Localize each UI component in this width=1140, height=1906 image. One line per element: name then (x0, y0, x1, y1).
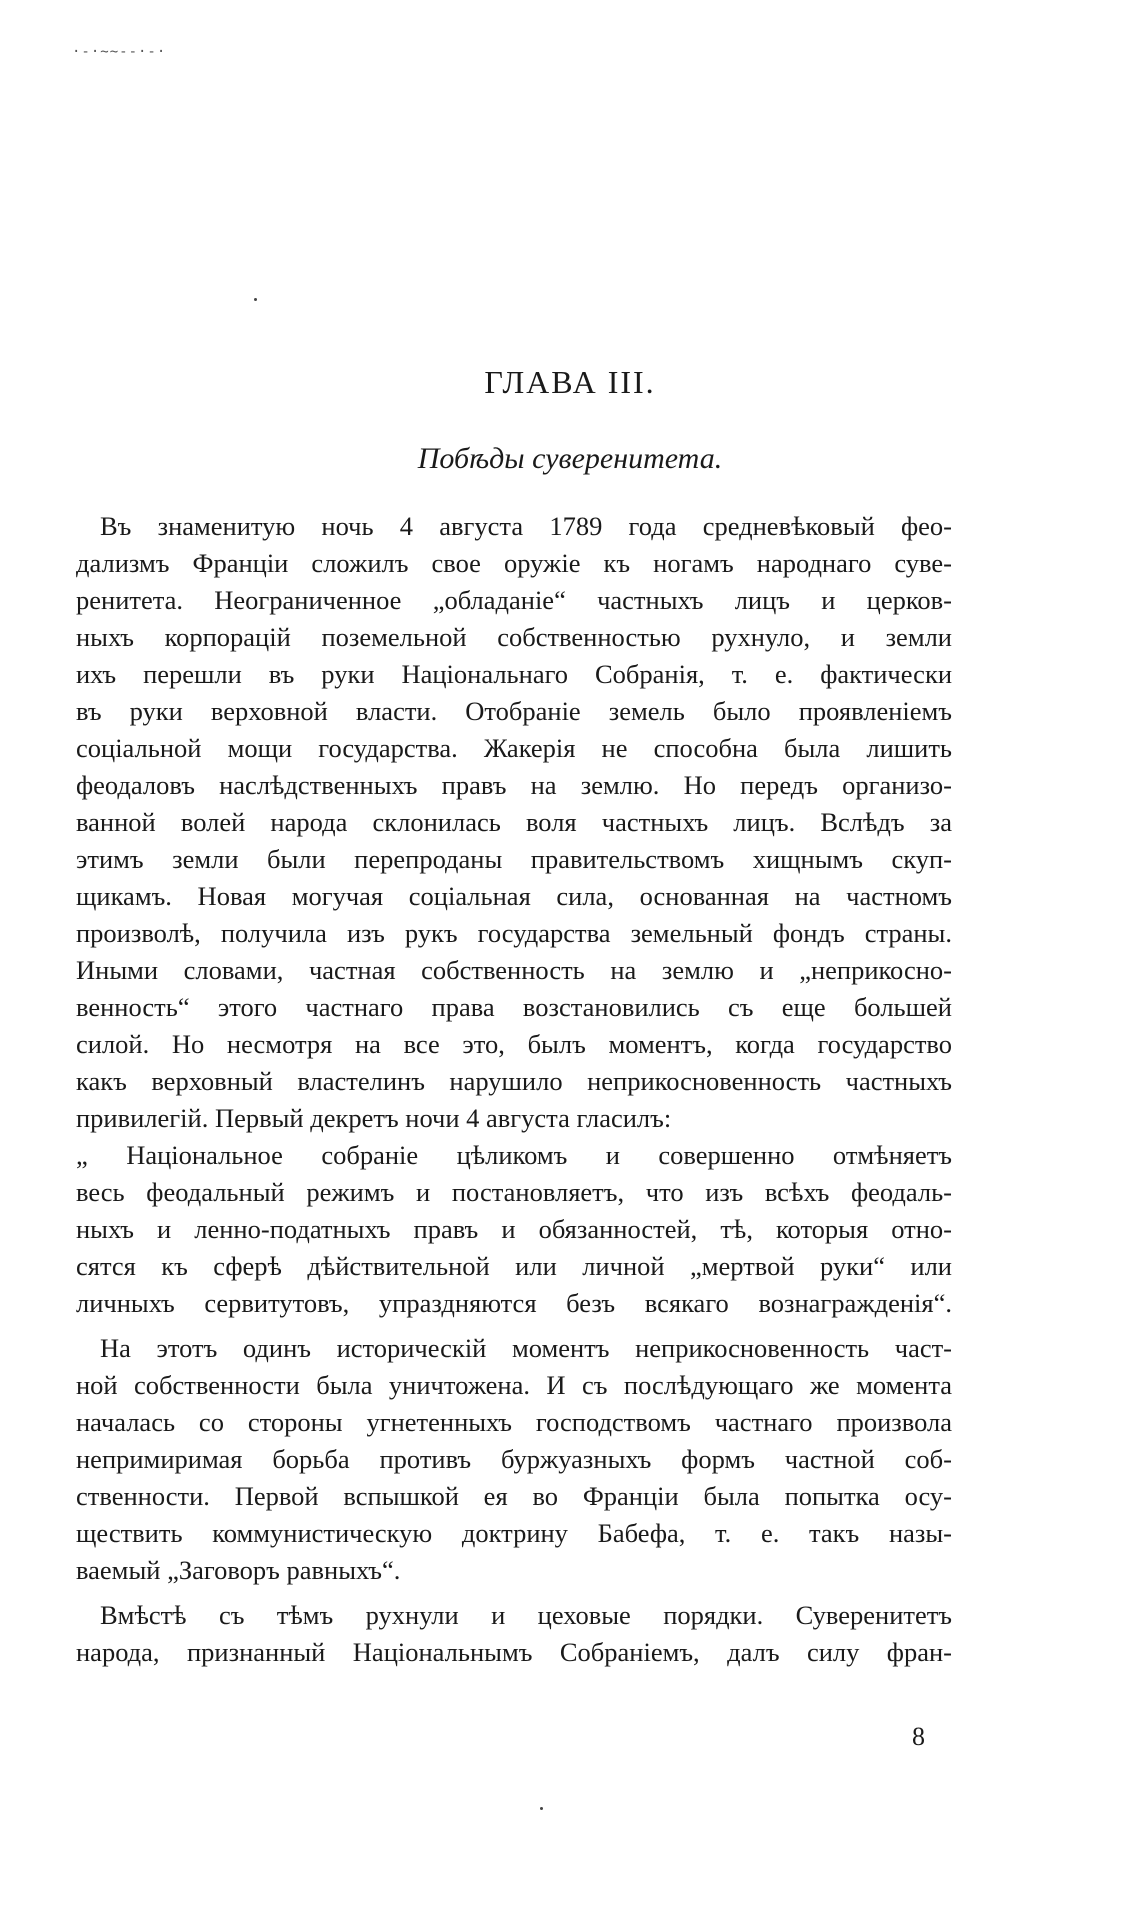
text-line: привилегій. Первый декретъ ночи 4 августа гласилъ: (76, 1103, 672, 1133)
text-line: венность“ этого частнаго права возстановились съ еще большей (76, 992, 952, 1022)
text-line: На этотъ одинъ историческій моментъ неприкосновенность част- (100, 1333, 952, 1363)
text-line: Иными словами, частная собственность на землю и „неприкосно- (76, 955, 952, 985)
text-line: непримиримая борьба противъ буржуазныхъ формъ частной соб- (76, 1444, 952, 1474)
ink-speck (540, 1807, 543, 1810)
text-line: личныхъ сервитутовъ, упраздняются безъ всякаго вознагражденія“. (76, 1288, 952, 1318)
text-line: ваемый „Заговоръ равныхъ“. (76, 1555, 401, 1585)
corner-mark: ·-·~~--·-· (72, 44, 167, 60)
text-line: ихъ перешли въ руки Національнаго Собранія, т. е. фактически (76, 659, 952, 689)
chapter-subtitle: Побѣды суверенитета. (417, 442, 723, 475)
text-line: ныхъ корпорацій поземельной собственностью рухнуло, и земли (76, 622, 952, 652)
text-line: ренитета. Неограниченное „обладаніе“ частныхъ лицъ и церков- (76, 585, 952, 615)
text-line: феодаловъ наслѣдственныхъ правъ на землю. Но передъ организо- (76, 770, 952, 800)
text-line: сятся къ сферѣ дѣйствительной или личной „мертвой руки“ или (76, 1251, 952, 1281)
text-line: ной собственности была уничтожена. И съ послѣдующаго же момента (76, 1370, 952, 1400)
text-line: ственности. Первой вспышкой ея во Франціи была попытка осу- (76, 1481, 952, 1511)
text-line: весь феодальный режимъ и постановляетъ, что изъ всѣхъ феодаль- (76, 1177, 952, 1207)
chapter-title: ГЛАВА III. (484, 364, 656, 400)
text-line: произволѣ, получила изъ рукъ государства земельный фондъ страны. (76, 918, 952, 948)
page-number: 8 (912, 1722, 925, 1751)
body-text (76, 508, 952, 1671)
text-line: „ Національное собраніе цѣликомъ и совершенно отмѣняетъ (76, 1140, 952, 1170)
text-line: дализмъ Франціи сложилъ свое оружіе къ ногамъ народнаго суве- (76, 548, 952, 578)
text-line: какъ верховный властелинъ нарушило неприкосновенность частныхъ (76, 1066, 952, 1096)
text-line: Въ знаменитую ночь 4 августа 1789 года средневѣковый фео- (100, 511, 952, 541)
text-line: соціальной мощи государства. Жакерія не способна была лишить (76, 733, 952, 763)
text-line: силой. Но несмотря на все это, былъ моментъ, когда государство (76, 1029, 952, 1059)
text-line: народа, признанный Національнымъ Собраніемъ, далъ силу фран- (76, 1637, 952, 1667)
ink-speck (254, 298, 257, 301)
text-line: ществить коммунистическую доктрину Бабефа, т. е. такъ назы- (76, 1518, 952, 1548)
text-line: этимъ земли были перепроданы правительствомъ хищнымъ скуп- (76, 844, 952, 874)
text-line: щикамъ. Новая могучая соціальная сила, основанная на частномъ (76, 881, 952, 911)
text-line: ванной волей народа склонилась воля частныхъ лицъ. Вслѣдъ за (76, 807, 952, 837)
text-line: ныхъ и ленно-податныхъ правъ и обязанностей, тѣ, которыя отно- (76, 1214, 952, 1244)
text-line: началась со стороны угнетенныхъ господствомъ частнаго произвола (76, 1407, 952, 1437)
text-line: Вмѣстѣ съ тѣмъ рухнули и цеховые порядки. Суверенитетъ (100, 1600, 952, 1630)
text-line: въ руки верховной власти. Отобраніе земель было проявленіемъ (76, 696, 952, 726)
